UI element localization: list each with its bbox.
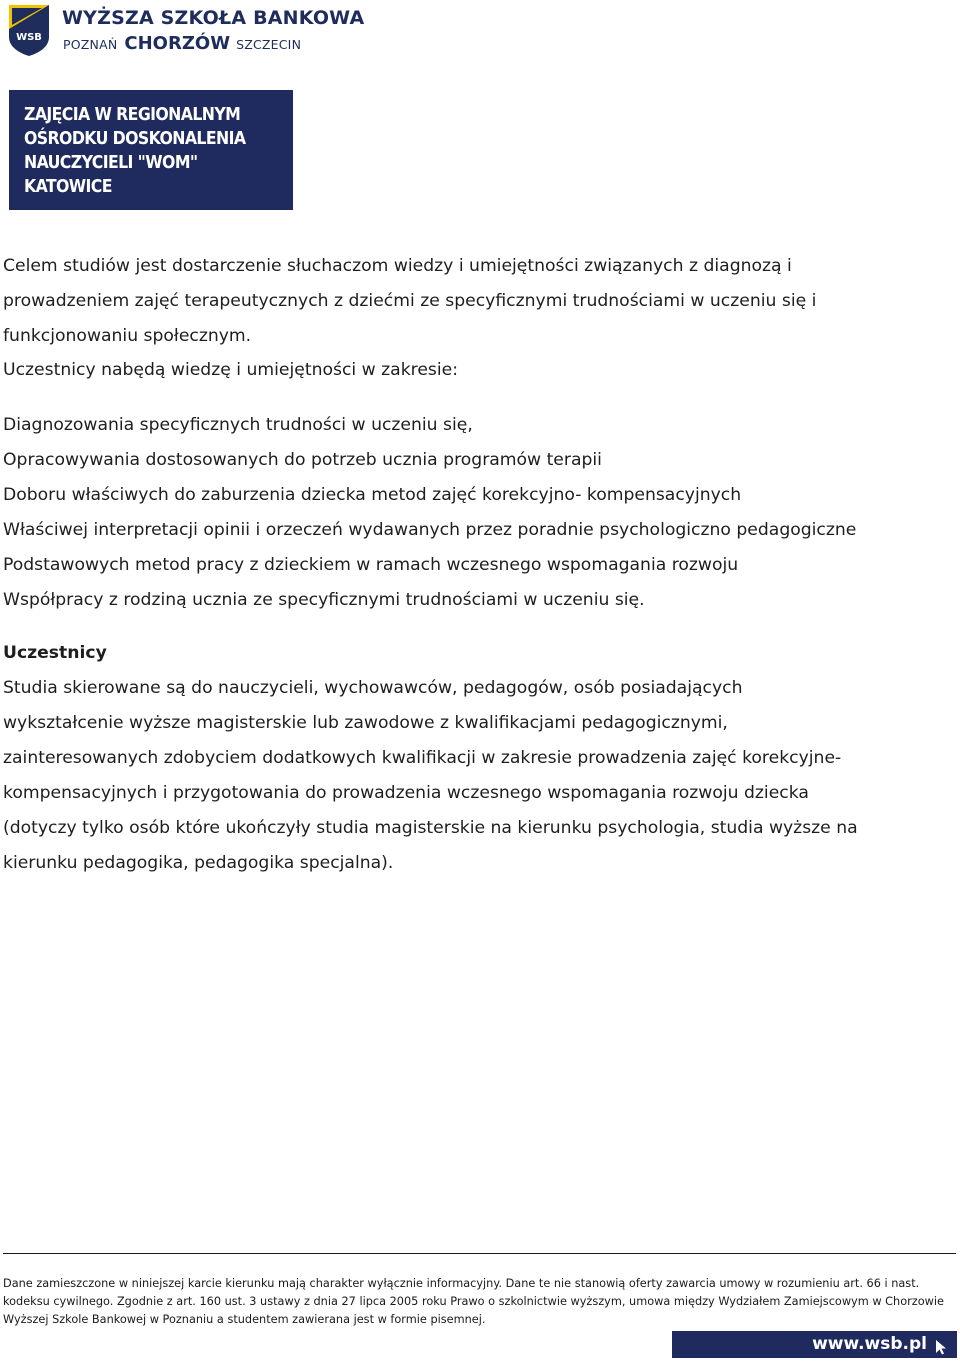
banner-line: OŚRODKU DOSKONALENIA: [24, 129, 246, 149]
participants-paragraph-line: kierunku pedagogika, pedagogika specjalna).: [3, 853, 394, 873]
school-name: WYŻSZA SZKOŁA BANKOWA: [62, 7, 365, 29]
footer-disclaimer-line: Dane zamieszczone w niniejszej karcie kierunku mają charakter wyłącznie informacyjny. Dane te nie stanowią oferty zawarcia umowy w rozumieniu art. 66 i nast.: [3, 1277, 920, 1290]
cursor-arrow-icon: [935, 1339, 947, 1355]
city-chorzow: CHORZÓW: [124, 33, 231, 54]
wsb-shield-icon: [6, 3, 52, 57]
banner-line: ZAJĘCIA W REGIONALNYM: [24, 105, 241, 125]
participants-paragraph-line: zainteresowanych zdobyciem dodatkowych kwalifikacji w zakresie prowadzenia zajęć korekcyjne-: [3, 748, 842, 768]
website-link[interactable]: www.wsb.pl: [812, 1334, 927, 1354]
city-szczecin: SZCZECIN: [236, 37, 302, 52]
intro-paragraph-line: funkcjonowaniu społecznym.: [3, 326, 252, 346]
skill-item: Diagnozowania specyficznych trudności w uczeniu się,: [3, 415, 473, 435]
banner-line: NAUCZYCIELI "WOM": [24, 153, 198, 173]
skill-item: Właściwej interpretacji opinii i orzeczeń wydawanych przez poradnie psychologiczno pedagogiczne: [3, 520, 857, 540]
banner-line: KATOWICE: [24, 177, 112, 197]
footer-disclaimer-line: kodeksu cywilnego. Zgodnie z art. 160 ust. 3 ustawy z dnia 27 lipca 2005 roku Prawo o szkolnictwie wyższym, umowa między Wydziałem Zamiejscowym w Chorzowie: [3, 1295, 944, 1308]
participants-paragraph-line: wykształcenie wyższe magisterskie lub zawodowe z kwalifikacjami pedagogicznymi,: [3, 713, 728, 733]
school-logo[interactable]: [6, 3, 365, 57]
participants-paragraph-line: Studia skierowane są do nauczycieli, wychowawców, pedagogów, osób posiadających: [3, 678, 743, 698]
footer-disclaimer-line: Wyższej Szkole Bankowej w Poznaniu a studentem zawierana jest w formie pisemnej.: [3, 1313, 486, 1326]
skill-item: Doboru właściwych do zaburzenia dziecka metod zajęć korekcyjno- kompensacyjnych: [3, 485, 742, 505]
course-banner: [9, 90, 293, 210]
participants-heading: Uczestnicy: [3, 643, 107, 663]
skill-item: Współpracy z rodziną ucznia ze specyficznymi trudnościami w uczeniu się.: [3, 590, 645, 610]
intro-paragraph-line: prowadzeniem zajęć terapeutycznych z dziećmi ze specyficznymi trudnościami w uczeniu się i: [3, 291, 817, 311]
intro-paragraph-line: Celem studiów jest dostarczenie słuchaczom wiedzy i umiejętności związanych z diagnozą i: [3, 256, 792, 276]
participants-paragraph-line: kompensacyjnych i przygotowania do prowadzenia wczesnego wspomagania rozwoju dziecka: [3, 783, 809, 803]
website-bar[interactable]: [672, 1331, 957, 1358]
footer-divider: [3, 1253, 956, 1254]
skill-item: Podstawowych metod pracy z dzieckiem w ramach wczesnego wspomagania rozwoju: [3, 555, 739, 575]
school-cities: [63, 33, 301, 54]
intro-lead-in: Uczestnicy nabędą wiedzę i umiejętności w zakresie:: [3, 360, 459, 380]
skill-item: Opracowywania dostosowanych do potrzeb ucznia programów terapii: [3, 450, 602, 470]
city-poznan: POZNAŃ: [63, 37, 118, 52]
logo-badge-text: WSB: [16, 32, 42, 43]
participants-paragraph-line: (dotyczy tylko osób które ukończyły studia magisterskie na kierunku psychologia, studia wyższe na: [3, 818, 858, 838]
